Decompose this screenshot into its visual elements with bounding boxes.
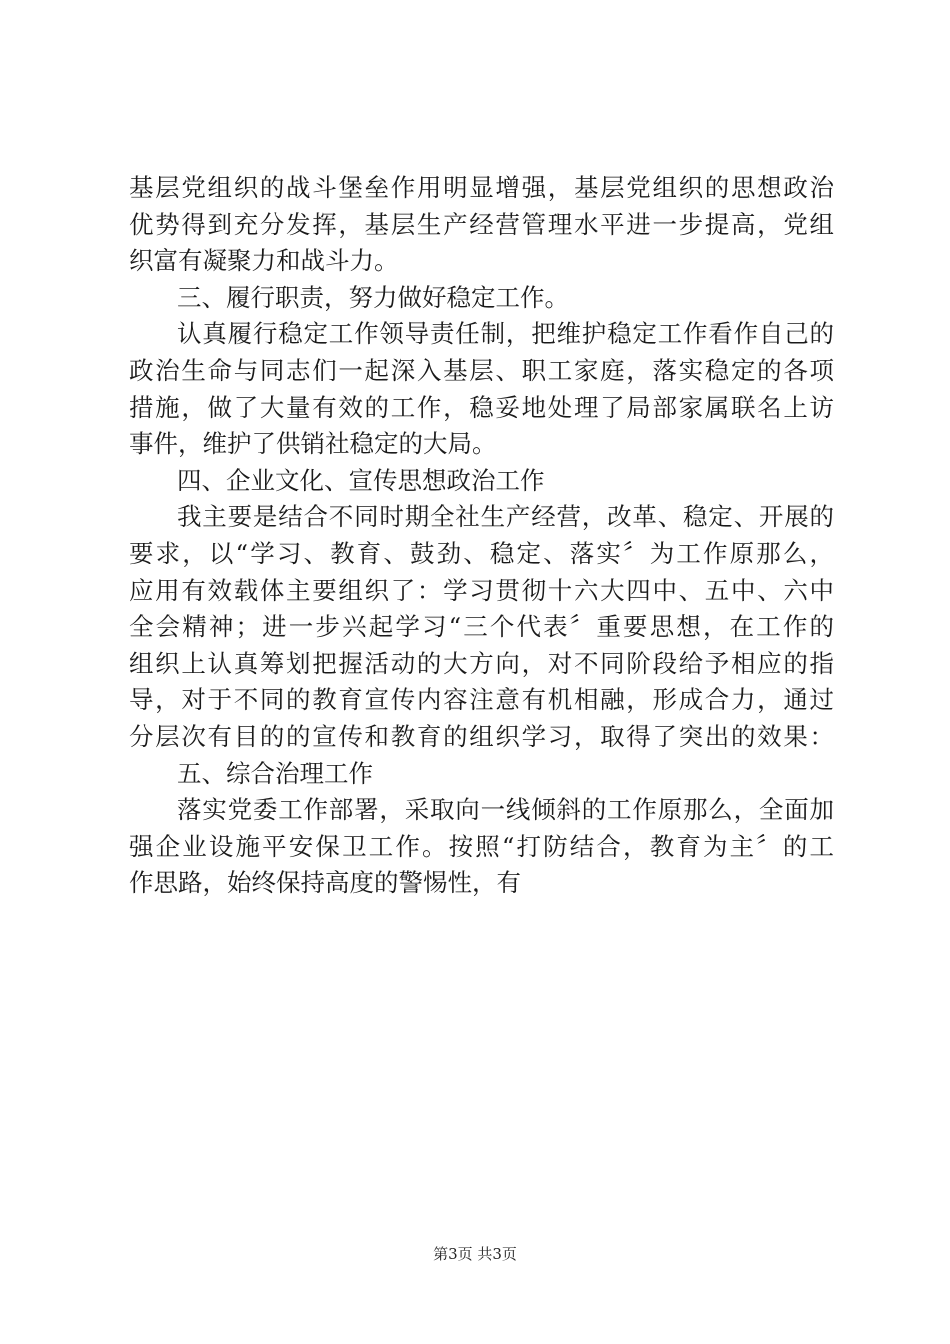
text-line: 组织上认真筹划把握活动的大方向，对不同阶段给予相应的指 [129, 648, 834, 678]
text-line: 导，对于不同的教育宣传内容注意有机相融，形成合力，通过 [129, 685, 834, 715]
text-line: 分层次有目的的宣传和教育的组织学习，取得了突出的效果： [129, 721, 834, 751]
text-line: 四、企业文化、宣传思想政治工作 [177, 465, 545, 495]
text-line: 我主要是结合不同时期全社生产经营，改革、稳定、开展的 [177, 502, 834, 532]
text-line: 落实党委工作部署，采取向一线倾斜的工作原那么，全面加 [177, 795, 834, 825]
text-line: 要求，以“学习、教育、鼓劲、稳定、落实〞为工作原那么， [129, 538, 834, 568]
text-line: 应用有效载体主要组织了：学习贯彻十六大四中、五中、六中 [129, 575, 834, 605]
text-line: 认真履行稳定工作领导责任制，把维护稳定工作看作自己的 [177, 319, 834, 349]
text-line: 优势得到充分发挥，基层生产经营管理水平进一步提高，党组 [129, 209, 834, 239]
text-line: 政治生命与同志们一起深入基层、职工家庭，落实稳定的各项 [129, 355, 834, 385]
text-line: 全会精神；进一步兴起学习“三个代表〞重要思想，在工作的 [129, 612, 834, 642]
page-footer: 第3页 共3页 [433, 1245, 517, 1263]
text-line: 作思路，始终保持高度的警惕性，有 [129, 868, 521, 898]
text-line: 五、综合治理工作 [177, 758, 373, 788]
text-line: 事件，维护了供销社稳定的大局。 [129, 429, 497, 459]
document-body [129, 170, 834, 902]
text-line: 措施，做了大量有效的工作，稳妥地处理了局部家属联名上访 [129, 392, 834, 422]
text-line: 三、履行职责，努力做好稳定工作。 [177, 282, 569, 312]
text-line: 强企业设施平安保卫工作。按照“打防结合，教育为主〞的工 [129, 831, 834, 861]
text-line: 织富有凝聚力和战斗力。 [129, 246, 399, 276]
text-line: 基层党组织的战斗堡垒作用明显增强，基层党组织的思想政治 [129, 173, 834, 202]
